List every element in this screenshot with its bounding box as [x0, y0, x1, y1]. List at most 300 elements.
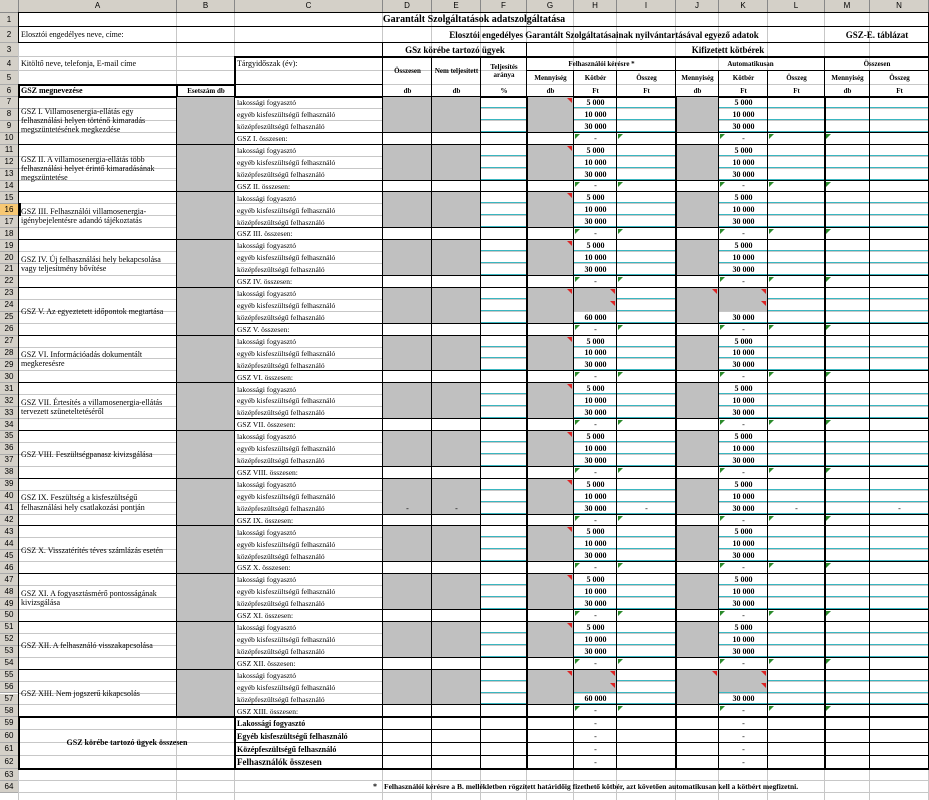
- gsz-name[interactable]: GSZ IV. Új felhasználási hely bekapcsolása vagy teljesítmény bővítése: [21, 254, 161, 274]
- row-header[interactable]: 5: [0, 71, 19, 85]
- error-indicator[interactable]: [769, 516, 774, 521]
- consumer-label[interactable]: lakossági fogyasztó: [237, 623, 296, 633]
- consumer-label[interactable]: egyéb kisfeszültségű felhasználó: [237, 396, 336, 406]
- penalty-value[interactable]: 10 000: [584, 205, 607, 215]
- row-header[interactable]: 28: [0, 348, 19, 360]
- error-indicator[interactable]: [618, 563, 623, 568]
- consumer-label[interactable]: lakossági fogyasztó: [237, 241, 296, 251]
- penalty-value[interactable]: 10 000: [732, 348, 755, 358]
- input-cell-shaded[interactable]: [432, 240, 480, 275]
- input-cell-shaded[interactable]: [432, 97, 480, 132]
- input-cell-shaded[interactable]: [432, 622, 480, 657]
- error-indicator[interactable]: [826, 277, 831, 282]
- comment-marker[interactable]: [567, 241, 572, 246]
- consumer-label[interactable]: egyéb kisfeszültségű felhasználó: [237, 539, 336, 549]
- input-cell-shaded[interactable]: [719, 288, 767, 311]
- group-sum-label[interactable]: GSZ XII. összesen:: [237, 658, 296, 668]
- sum-value[interactable]: -: [594, 420, 597, 430]
- error-indicator[interactable]: [575, 134, 580, 139]
- penalty-value[interactable]: 30 000: [732, 455, 755, 465]
- penalty-value[interactable]: 10 000: [732, 634, 755, 644]
- summary-value[interactable]: -: [594, 718, 597, 728]
- consumer-label[interactable]: lakossági fogyasztó: [237, 98, 296, 108]
- penalty-value[interactable]: 30 000: [584, 408, 607, 418]
- row-header[interactable]: 20: [0, 252, 19, 264]
- sum-value[interactable]: -: [742, 515, 745, 525]
- input-cell-shaded[interactable]: [719, 670, 767, 693]
- error-indicator[interactable]: [769, 325, 774, 330]
- penalty-value[interactable]: 10 000: [584, 491, 607, 501]
- penalty-value[interactable]: 5 000: [734, 479, 753, 489]
- penalty-value[interactable]: 10 000: [732, 443, 755, 453]
- input-cell-shaded[interactable]: [676, 431, 718, 466]
- row-header[interactable]: 37: [0, 455, 19, 467]
- sum-value[interactable]: -: [742, 324, 745, 334]
- summary-value[interactable]: -: [742, 757, 745, 767]
- error-indicator[interactable]: [575, 706, 580, 711]
- error-indicator[interactable]: [575, 420, 580, 425]
- error-indicator[interactable]: [826, 563, 831, 568]
- penalty-value[interactable]: 10 000: [732, 253, 755, 263]
- input-cell-shaded[interactable]: [177, 670, 234, 717]
- penalties-header[interactable]: Kifizetett kötbérek: [691, 44, 765, 55]
- penalty-value[interactable]: 30 000: [584, 217, 607, 227]
- penalty-value[interactable]: 5 000: [734, 336, 753, 346]
- penalty-value[interactable]: 30 000: [732, 360, 755, 370]
- penalty-value[interactable]: 5 000: [586, 145, 605, 155]
- row-header[interactable]: 12: [0, 157, 19, 169]
- column-header[interactable]: H: [574, 0, 617, 13]
- penalty-value[interactable]: 10 000: [584, 157, 607, 167]
- input-cell-shaded[interactable]: [383, 670, 431, 705]
- error-indicator[interactable]: [769, 420, 774, 425]
- group-sum-label[interactable]: GSZ V. összesen:: [237, 324, 290, 334]
- row-header[interactable]: 33: [0, 407, 19, 419]
- column-header[interactable]: I: [617, 0, 676, 13]
- input-cell-shaded[interactable]: [383, 288, 431, 323]
- row-header[interactable]: 49: [0, 598, 19, 610]
- penalty-value[interactable]: 30 000: [732, 312, 755, 322]
- automatic-header[interactable]: Automatikusan: [727, 59, 774, 68]
- main-title[interactable]: Elosztói engedélyes Garantált Szolgáltatásainak nyilvántartásával egyező adatok: [449, 29, 759, 40]
- row-header[interactable]: 36: [0, 443, 19, 455]
- penalty-value[interactable]: 30 000: [732, 169, 755, 179]
- input-cell-shaded[interactable]: [383, 97, 431, 132]
- input-cell-shaded[interactable]: [432, 526, 480, 561]
- error-indicator[interactable]: [720, 372, 725, 377]
- error-indicator[interactable]: [575, 611, 580, 616]
- error-indicator[interactable]: [826, 611, 831, 616]
- penalty-value[interactable]: 30 000: [732, 408, 755, 418]
- error-indicator[interactable]: [720, 468, 725, 473]
- column-header[interactable]: B: [177, 0, 235, 13]
- column-header[interactable]: M: [825, 0, 870, 13]
- sum-value[interactable]: -: [594, 276, 597, 286]
- penalty-value[interactable]: 10 000: [584, 443, 607, 453]
- row-header[interactable]: 4: [0, 57, 19, 71]
- error-indicator[interactable]: [720, 706, 725, 711]
- penalty-value[interactable]: 10 000: [732, 109, 755, 119]
- row-header[interactable]: 54: [0, 658, 19, 670]
- error-indicator[interactable]: [618, 134, 623, 139]
- error-indicator[interactable]: [720, 182, 725, 187]
- penalty-value[interactable]: 5 000: [734, 193, 753, 203]
- error-indicator[interactable]: [826, 229, 831, 234]
- row-header[interactable]: 14: [0, 181, 19, 193]
- unit-label[interactable]: %: [500, 86, 508, 95]
- row-header[interactable]: 48: [0, 586, 19, 598]
- row-header[interactable]: 64: [0, 781, 19, 793]
- sum-value[interactable]: -: [742, 467, 745, 477]
- error-indicator[interactable]: [769, 563, 774, 568]
- group-sum-label[interactable]: GSZ II. összesen:: [237, 181, 291, 191]
- penalty-value[interactable]: 10 000: [584, 396, 607, 406]
- penalty-value[interactable]: 10 000: [584, 634, 607, 644]
- column-header[interactable]: L: [768, 0, 825, 13]
- input-cell-shaded[interactable]: [432, 431, 480, 466]
- row-header[interactable]: 26: [0, 324, 19, 336]
- penalty-header[interactable]: Kötbér: [584, 73, 607, 82]
- consumer-label[interactable]: lakossági fogyasztó: [237, 575, 296, 585]
- error-indicator[interactable]: [720, 229, 725, 234]
- sum-value[interactable]: -: [594, 372, 597, 382]
- consumer-label[interactable]: lakossági fogyasztó: [237, 289, 296, 299]
- comment-marker[interactable]: [567, 575, 572, 580]
- penalty-value[interactable]: 30 000: [584, 646, 607, 656]
- comment-marker[interactable]: [761, 301, 766, 306]
- sum-value[interactable]: -: [795, 503, 798, 513]
- sum-value[interactable]: -: [742, 276, 745, 286]
- input-cell-shaded[interactable]: [432, 574, 480, 609]
- row-header[interactable]: 63: [0, 769, 19, 781]
- comment-marker[interactable]: [567, 623, 572, 628]
- row-header[interactable]: 11: [0, 145, 19, 157]
- summary-row-label[interactable]: Középfeszültségű felhasználó: [237, 744, 337, 754]
- consumer-label[interactable]: egyéb kisfeszültségű felhasználó: [237, 253, 336, 263]
- input-cell-shaded[interactable]: [432, 288, 480, 323]
- sum-value[interactable]: -: [645, 503, 648, 513]
- consumer-label[interactable]: egyéb kisfeszültségű felhasználó: [237, 444, 336, 454]
- row-header[interactable]: 22: [0, 276, 19, 288]
- input-cell-shaded[interactable]: [432, 383, 480, 418]
- sum-value[interactable]: -: [594, 133, 597, 143]
- sum-value[interactable]: -: [594, 181, 597, 191]
- summary-value[interactable]: -: [742, 744, 745, 754]
- sum-value[interactable]: -: [742, 563, 745, 573]
- penalty-value[interactable]: 5 000: [586, 193, 605, 203]
- input-cell-shaded[interactable]: [383, 240, 431, 275]
- select-all-corner[interactable]: [0, 0, 19, 13]
- sum-value[interactable]: -: [742, 658, 745, 668]
- consumer-label[interactable]: lakossági fogyasztó: [237, 670, 296, 680]
- comment-marker[interactable]: [567, 98, 572, 103]
- penalty-value[interactable]: 10 000: [584, 539, 607, 549]
- penalty-value[interactable]: 30 000: [732, 264, 755, 274]
- column-header[interactable]: E: [432, 0, 481, 13]
- row-header[interactable]: 16: [0, 204, 19, 216]
- comment-marker[interactable]: [761, 683, 766, 688]
- row-header[interactable]: 60: [0, 730, 19, 743]
- consumer-label[interactable]: egyéb kisfeszültségű felhasználó: [237, 682, 336, 692]
- row-header[interactable]: 41: [0, 503, 19, 515]
- gsz-name[interactable]: GSZ X. Visszatérítés téves számlázás esetén: [21, 545, 163, 555]
- penalty-value[interactable]: 30 000: [584, 169, 607, 179]
- row-header[interactable]: 34: [0, 419, 19, 431]
- error-indicator[interactable]: [618, 468, 623, 473]
- input-cell-shaded[interactable]: [383, 574, 431, 609]
- penalty-value[interactable]: 30 000: [732, 694, 755, 704]
- consumer-label[interactable]: egyéb kisfeszültségű felhasználó: [237, 205, 336, 215]
- consumer-label[interactable]: középfeszültségű felhasználó: [237, 360, 325, 370]
- consumer-label[interactable]: lakossági fogyasztó: [237, 479, 296, 489]
- penalty-header[interactable]: Kötbér: [732, 73, 755, 82]
- penalty-value[interactable]: 30 000: [732, 503, 755, 513]
- error-indicator[interactable]: [826, 182, 831, 187]
- consumer-label[interactable]: középfeszültségű felhasználó: [237, 646, 325, 656]
- period-label[interactable]: Tárgyidőszak (év):: [237, 59, 298, 68]
- amount-header[interactable]: Összeg: [889, 73, 910, 82]
- penalty-value[interactable]: 5 000: [586, 431, 605, 441]
- input-cell-shaded[interactable]: [177, 288, 234, 335]
- comment-marker[interactable]: [610, 671, 615, 676]
- gsz-name-header[interactable]: GSZ megnevezése: [21, 86, 83, 95]
- comment-marker[interactable]: [567, 384, 572, 389]
- unit-label[interactable]: db: [546, 86, 555, 95]
- input-cell-shaded[interactable]: [676, 383, 718, 418]
- gsz-name[interactable]: GSZ VII. Értesítés a villamosenergia-ellátás tervezett szüneteltetéséről: [21, 397, 163, 417]
- input-cell-shaded[interactable]: [676, 240, 718, 275]
- error-indicator[interactable]: [618, 420, 623, 425]
- input-cell-shaded[interactable]: [432, 336, 480, 371]
- error-indicator[interactable]: [720, 563, 725, 568]
- gsz-name[interactable]: GSZ I. Villamosenergia-ellátás egy felhasználási helyen történő kimaradás megszüntetésének megkezdése: [21, 107, 146, 135]
- row-header[interactable]: 32: [0, 395, 19, 407]
- input-cell-shaded[interactable]: [676, 97, 718, 132]
- penalty-value[interactable]: 10 000: [584, 348, 607, 358]
- consumer-label[interactable]: középfeszültségű felhasználó: [237, 456, 325, 466]
- row-header[interactable]: 17: [0, 216, 19, 228]
- cases-header[interactable]: GSz körébe tartozó ügyek: [405, 44, 505, 55]
- error-indicator[interactable]: [720, 325, 725, 330]
- not-done-header[interactable]: Nem teljesített: [434, 66, 479, 75]
- gsz-name[interactable]: GSZ VIII. Feszültségpanasz kivizsgálása: [21, 450, 153, 460]
- error-indicator[interactable]: [575, 659, 580, 664]
- sum-value[interactable]: -: [742, 372, 745, 382]
- input-cell-shaded[interactable]: [177, 336, 234, 383]
- consumer-label[interactable]: középfeszültségű felhasználó: [237, 312, 325, 322]
- row-header[interactable]: 15: [0, 192, 19, 204]
- error-indicator[interactable]: [618, 372, 623, 377]
- error-indicator[interactable]: [720, 277, 725, 282]
- consumer-label[interactable]: középfeszültségű felhasználó: [237, 122, 325, 132]
- summary-value[interactable]: -: [594, 744, 597, 754]
- penalty-value[interactable]: 5 000: [734, 431, 753, 441]
- row-header[interactable]: 53: [0, 646, 19, 658]
- column-header[interactable]: N: [870, 0, 929, 13]
- error-indicator[interactable]: [575, 516, 580, 521]
- penalty-value[interactable]: 5 000: [586, 97, 605, 107]
- penalty-value[interactable]: 10 000: [732, 396, 755, 406]
- row-header[interactable]: 59: [0, 717, 19, 730]
- unit-label[interactable]: Ft: [896, 86, 903, 95]
- error-indicator[interactable]: [618, 229, 623, 234]
- error-indicator[interactable]: [769, 134, 774, 139]
- comment-marker[interactable]: [761, 289, 766, 294]
- case-count-header[interactable]: Esetszám db: [187, 86, 225, 95]
- consumer-label[interactable]: egyéb kisfeszültségű felhasználó: [237, 110, 336, 120]
- penalty-value[interactable]: 60 000: [584, 312, 607, 322]
- row-header[interactable]: 55: [0, 670, 19, 682]
- input-cell-shaded[interactable]: [383, 336, 431, 371]
- column-header[interactable]: G: [527, 0, 574, 13]
- summary-label[interactable]: GSZ körébe tartozó ügyek összesen: [66, 738, 188, 748]
- consumer-label[interactable]: egyéb kisfeszültségű felhasználó: [237, 635, 336, 645]
- error-indicator[interactable]: [769, 229, 774, 234]
- error-indicator[interactable]: [826, 659, 831, 664]
- row-header[interactable]: 50: [0, 610, 19, 622]
- summary-value[interactable]: -: [594, 731, 597, 741]
- input-cell-shaded[interactable]: [383, 383, 431, 418]
- row-header[interactable]: 7: [0, 97, 19, 109]
- ratio-header[interactable]: Teljesítés aránya: [490, 62, 518, 79]
- column-header[interactable]: F: [481, 0, 527, 13]
- amount-header[interactable]: Összeg: [636, 73, 657, 82]
- row-header[interactable]: 3: [0, 43, 19, 57]
- gsz-name[interactable]: GSZ XII. A felhasználó visszakapcsolása: [21, 641, 153, 651]
- penalty-value[interactable]: 10 000: [732, 205, 755, 215]
- consumer-label[interactable]: lakossági fogyasztó: [237, 193, 296, 203]
- error-indicator[interactable]: [618, 706, 623, 711]
- consumer-label[interactable]: lakossági fogyasztó: [237, 527, 296, 537]
- penalty-value[interactable]: 5 000: [586, 622, 605, 632]
- consumer-label[interactable]: egyéb kisfeszültségű felhasználó: [237, 491, 336, 501]
- penalty-value[interactable]: 5 000: [586, 384, 605, 394]
- sum-value[interactable]: -: [594, 658, 597, 668]
- row-header[interactable]: 23: [0, 288, 19, 300]
- penalty-value[interactable]: 5 000: [734, 97, 753, 107]
- input-cell-shaded[interactable]: [676, 336, 718, 371]
- error-indicator[interactable]: [575, 563, 580, 568]
- error-indicator[interactable]: [720, 516, 725, 521]
- input-cell-shaded[interactable]: [177, 240, 234, 287]
- consumer-label[interactable]: lakossági fogyasztó: [237, 145, 296, 155]
- penalty-value[interactable]: 10 000: [732, 587, 755, 597]
- row-header[interactable]: 43: [0, 526, 19, 538]
- summary-value[interactable]: -: [742, 718, 745, 728]
- error-indicator[interactable]: [618, 277, 623, 282]
- penalty-value[interactable]: 60 000: [584, 694, 607, 704]
- error-indicator[interactable]: [769, 706, 774, 711]
- comment-marker[interactable]: [567, 527, 572, 532]
- row-header[interactable]: 51: [0, 622, 19, 634]
- penalty-value[interactable]: 30 000: [584, 121, 607, 131]
- error-indicator[interactable]: [575, 182, 580, 187]
- error-indicator[interactable]: [826, 468, 831, 473]
- input-cell-shaded[interactable]: [383, 431, 431, 466]
- summary-value[interactable]: -: [594, 757, 597, 767]
- sum-value[interactable]: -: [742, 706, 745, 716]
- comment-marker[interactable]: [712, 671, 717, 676]
- column-header[interactable]: C: [235, 0, 383, 13]
- comment-marker[interactable]: [567, 337, 572, 342]
- row-header[interactable]: 25: [0, 312, 19, 324]
- error-indicator[interactable]: [720, 659, 725, 664]
- sum-value[interactable]: -: [898, 503, 901, 513]
- gsz-name[interactable]: GSZ XI. A fogyasztásmérő pontosságának kivizsgálása: [21, 588, 157, 608]
- input-cell-shaded[interactable]: [177, 431, 234, 478]
- gsz-name[interactable]: GSZ XIII. Nem jogszerű kikapcsolás: [21, 688, 140, 698]
- penalty-value[interactable]: 30 000: [584, 551, 607, 561]
- input-cell-shaded[interactable]: [177, 479, 234, 526]
- group-sum-label[interactable]: GSZ VIII. összesen:: [237, 468, 298, 478]
- penalty-value[interactable]: 10 000: [584, 253, 607, 263]
- sum-value[interactable]: -: [742, 229, 745, 239]
- consumer-label[interactable]: egyéb kisfeszültségű felhasználó: [237, 301, 336, 310]
- column-header[interactable]: K: [719, 0, 768, 13]
- comment-marker[interactable]: [567, 289, 572, 294]
- gsz-name[interactable]: GSZ V. Az egyeztetett időpontok megtartása: [21, 307, 164, 317]
- consumer-label[interactable]: középfeszültségű felhasználó: [237, 551, 325, 561]
- input-cell-shaded[interactable]: [383, 622, 431, 657]
- consumer-label[interactable]: középfeszültségű felhasználó: [237, 503, 325, 513]
- row-header[interactable]: 9: [0, 121, 19, 133]
- error-indicator[interactable]: [575, 372, 580, 377]
- error-indicator[interactable]: [575, 468, 580, 473]
- row-header[interactable]: 6: [0, 85, 19, 97]
- row-header[interactable]: 35: [0, 431, 19, 443]
- input-cell-shaded[interactable]: [432, 670, 480, 705]
- penalty-value[interactable]: 30 000: [584, 360, 607, 370]
- sum-value[interactable]: -: [742, 181, 745, 191]
- input-cell-shaded[interactable]: [177, 574, 234, 621]
- input-cell-shaded[interactable]: [676, 574, 718, 609]
- row-header[interactable]: 1: [0, 13, 19, 27]
- error-indicator[interactable]: [575, 229, 580, 234]
- penalty-value[interactable]: 10 000: [584, 109, 607, 119]
- consumer-label[interactable]: középfeszültségű felhasználó: [237, 408, 325, 418]
- group-sum-label[interactable]: GSZ I. összesen:: [237, 133, 288, 143]
- error-indicator[interactable]: [769, 277, 774, 282]
- consumer-label[interactable]: középfeszültségű felhasználó: [237, 217, 325, 227]
- input-cell-shaded[interactable]: [383, 526, 431, 561]
- amount-header[interactable]: Összeg: [786, 73, 807, 82]
- unit-label[interactable]: Ft: [793, 86, 800, 95]
- row-header[interactable]: 42: [0, 515, 19, 527]
- consumer-label[interactable]: lakossági fogyasztó: [237, 336, 296, 346]
- sum-value[interactable]: -: [594, 467, 597, 477]
- row-header[interactable]: 30: [0, 371, 19, 383]
- row-header[interactable]: 38: [0, 467, 19, 479]
- error-indicator[interactable]: [618, 325, 623, 330]
- input-cell-shaded[interactable]: [177, 622, 234, 669]
- comment-marker[interactable]: [761, 671, 766, 676]
- penalty-value[interactable]: 5 000: [734, 622, 753, 632]
- error-indicator[interactable]: [769, 659, 774, 664]
- on-request-header[interactable]: Felhasználói kérésre *: [568, 59, 635, 68]
- error-indicator[interactable]: [720, 134, 725, 139]
- summary-value[interactable]: -: [742, 731, 745, 741]
- summary-row-label[interactable]: Lakossági fogyasztó: [237, 718, 306, 728]
- penalty-value[interactable]: 10 000: [732, 539, 755, 549]
- penalty-value[interactable]: 5 000: [734, 145, 753, 155]
- penalty-value[interactable]: 5 000: [586, 479, 605, 489]
- summary-row-label[interactable]: Egyéb kisfeszültségű felhasználó: [237, 731, 348, 741]
- input-cell-shaded[interactable]: [432, 192, 480, 227]
- consumer-label[interactable]: középfeszültségű felhasználó: [237, 599, 325, 609]
- unit-label[interactable]: Ft: [592, 86, 599, 95]
- sheet-title[interactable]: Garantált Szolgáltatások adatszolgáltatása: [382, 14, 566, 25]
- sum-value[interactable]: -: [406, 503, 409, 513]
